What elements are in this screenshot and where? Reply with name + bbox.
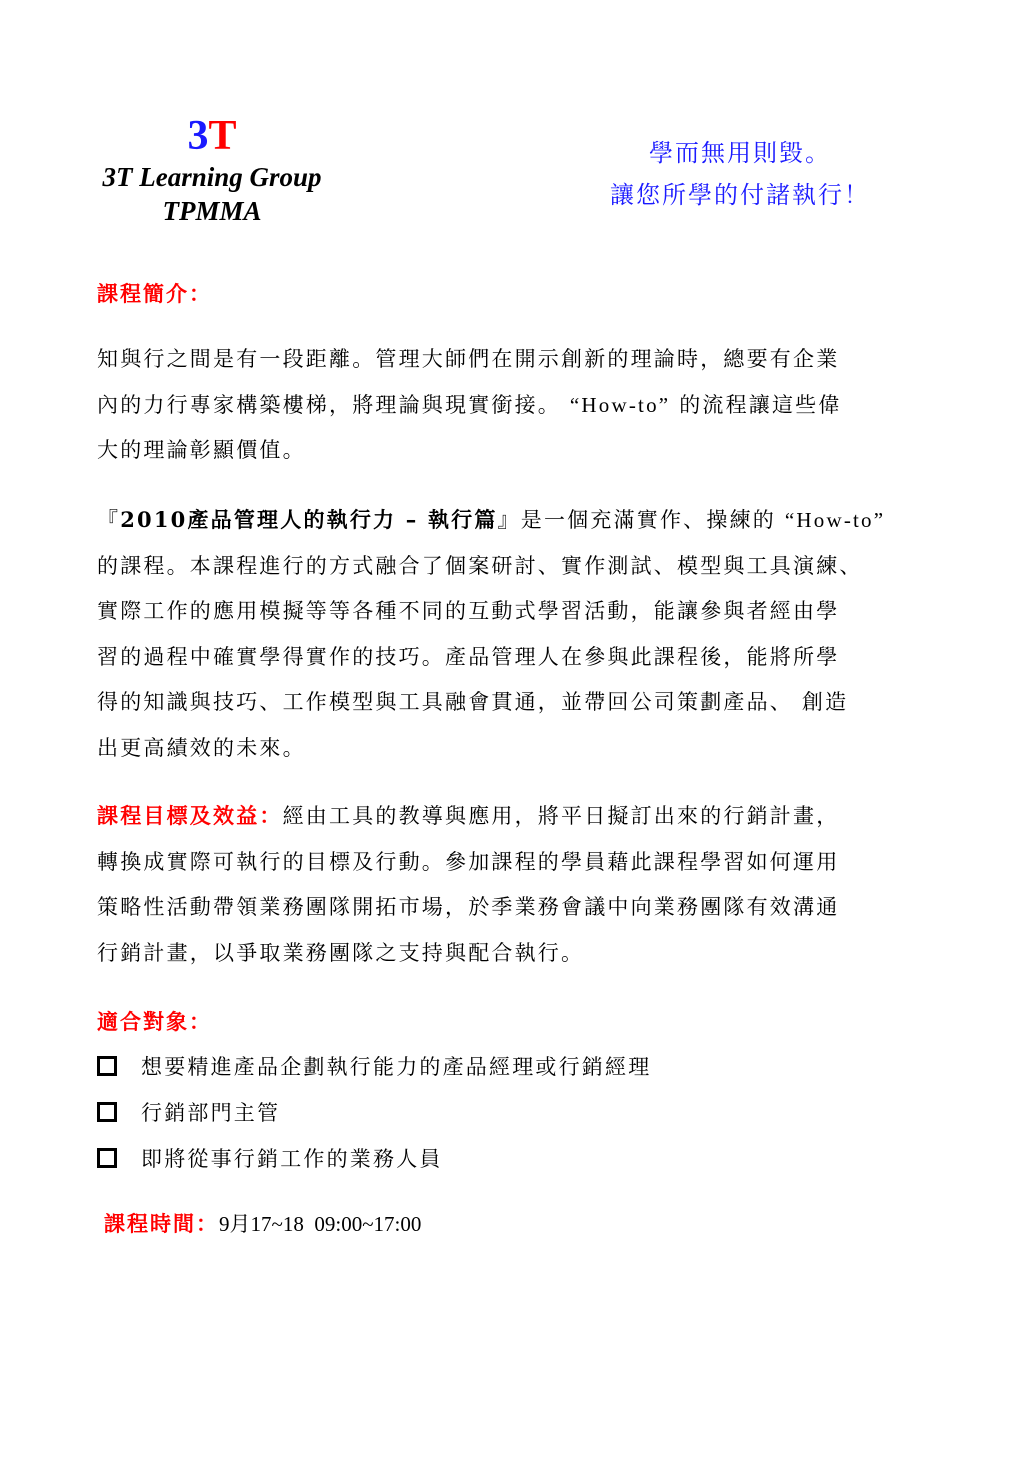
intro-line-2 (97, 383, 977, 429)
group-name: 3T Learning Group (102, 162, 322, 192)
logo-t-glyph: T (208, 113, 237, 159)
schedule-line (104, 1208, 984, 1238)
audience-item-label: 即將從事行銷工作的業務人員 (141, 1147, 443, 1171)
course-line-5: 得的知識與技巧、工作模型與工具融會貫通，並帶回公司策劃產品、 創造 (97, 690, 849, 715)
slogan-line-2: 讓您所學的付諸執行！ (610, 181, 870, 209)
audience-item (97, 1043, 977, 1089)
course-paragraph (97, 497, 977, 772)
course-title: 2010產品管理人的執行力 – 執行篇 (120, 507, 498, 532)
checkbox-icon (97, 1148, 117, 1168)
course-line-1-tail: 是一個充滿實作、操練的 (520, 508, 776, 532)
audience-heading-wrap (97, 1006, 977, 1036)
audience-item (97, 1089, 977, 1135)
intro-line-1: 知與行之間是有一段距離。管理大師們在開示創新的理論時，總要有企業 (97, 347, 840, 371)
audience-heading: 適合對象： (97, 1009, 212, 1034)
checkbox-icon (97, 1056, 117, 1076)
checkbox-icon (97, 1102, 117, 1122)
course-howto-quote: “How-to” (784, 508, 886, 532)
audience-item-label: 想要精進產品企劃執行能力的產品經理或行銷經理 (141, 1055, 652, 1079)
logo-3-glyph: 3 (187, 113, 209, 159)
slogan (560, 132, 920, 216)
audience-item (97, 1135, 977, 1181)
audience-item-label: 行銷部門主管 (141, 1101, 281, 1125)
intro-line-2-text: 內的力行專家構築樓梯，將理論與現實銜接。 (97, 392, 561, 417)
schedule-value: 9月17~18 09:00~17:00 (219, 1212, 422, 1236)
course-line-2: 的課程。本課程進行的方式融合了個案研討、實作測試、模型與工具演練、 (97, 553, 863, 578)
intro-line-3: 大的理論彰顯價值。 (97, 438, 306, 463)
goals-paragraph (97, 793, 977, 976)
slogan-line-1: 學而無用則毀。 (649, 139, 831, 167)
intro-heading: 課程簡介： (97, 281, 212, 306)
course-bracket-close: 』 (497, 508, 521, 532)
schedule-heading: 課程時間： (104, 1211, 219, 1236)
intro-heading-wrap (97, 278, 977, 308)
course-line-1 (97, 497, 977, 544)
logo-3t (70, 112, 354, 160)
goals-line-4: 行銷計畫，以爭取業務團隊之支持與配合執行。 (97, 940, 585, 965)
course-line-6: 出更高績效的未來。 (97, 735, 306, 760)
goals-line-3: 策略性活動帶領業務團隊開拓市場，於季業務會議中向業務團隊有效溝通 (97, 895, 840, 920)
intro-line-2-tail: 的流程讓這些偉 (679, 392, 842, 417)
goals-line-1 (97, 793, 977, 840)
course-line-4: 習的過程中確實學得實作的技巧。產品管理人在參與此課程後，能將所學 (97, 644, 840, 669)
goals-line-2: 轉換成實際可執行的目標及行動。參加課程的學員藉此課程學習如何運用 (97, 849, 840, 874)
course-bracket-open: 『 (97, 508, 121, 532)
goals-line-1-text: 經由工具的教導與應用，將平日擬訂出來的行銷計畫， (282, 804, 840, 828)
course-line-3: 實際工作的應用模擬等等各種不同的互動式學習活動，能讓參與者經由學 (97, 599, 840, 624)
intro-paragraph (97, 337, 977, 474)
intro-howto-quote: “How-to” (569, 392, 671, 417)
logo-block (70, 112, 354, 228)
goals-heading: 課程目標及效益： (97, 803, 283, 828)
org-name: TPMMA (162, 196, 262, 226)
audience-list (97, 1043, 977, 1181)
